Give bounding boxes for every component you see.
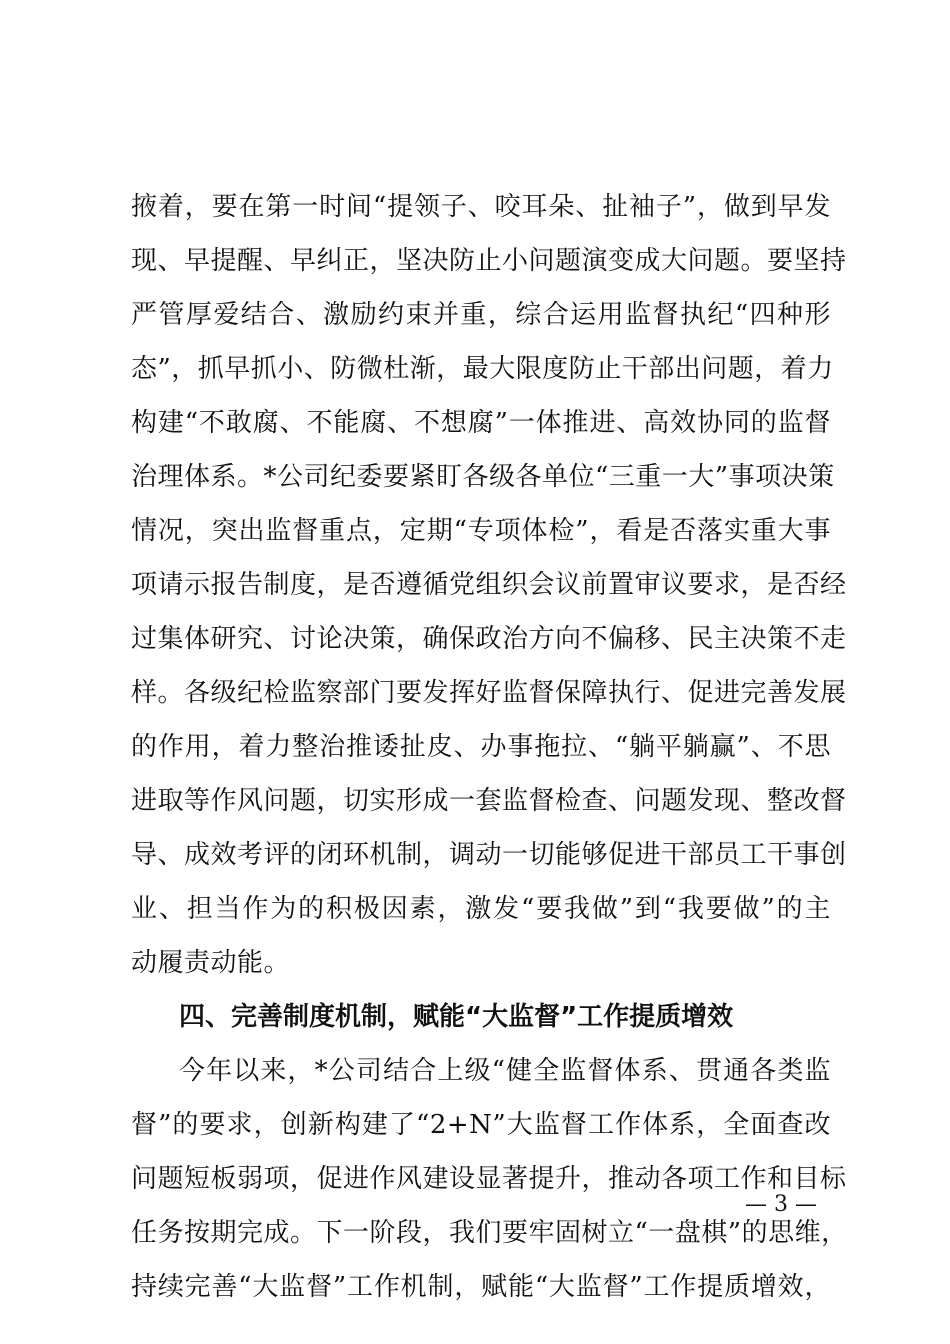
- text-line: 动履责动能。: [131, 948, 291, 978]
- text-line: 治理体系。*公司纪委要紧盯各级各单位“三重一大”事项决策: [131, 462, 835, 492]
- text-line: 样。各级纪检监察部门要发挥好监督保障执行、促进完善发展: [131, 678, 847, 708]
- text-line: 问题短板弱项，促进作风建设显著提升，推动各项工作和目标: [131, 1164, 847, 1194]
- document-body: [131, 180, 848, 1314]
- text-line: 业、担当作为的积极因素，激发“要我做”到“我要做”的主: [131, 894, 831, 924]
- section-heading: 四、完善制度机制，赋能“大监督”工作提质增效: [179, 1002, 734, 1032]
- text-line: 现、早提醒、早纠正，坚决防止小问题演变成大问题。要坚持: [131, 246, 847, 276]
- paragraph-continuation: [131, 180, 847, 990]
- text-line: 严管厚爱结合、激励约束并重，综合运用监督执纪“四种形: [131, 300, 831, 330]
- text-line: 持续完善“大监督”工作机制，赋能“大监督”工作提质增效，: [131, 1272, 831, 1302]
- text-line: 过集体研究、讨论决策，确保政治方向不偏移、民主决策不走: [131, 624, 847, 654]
- text-line: 情况，突出监督重点，定期“专项体检”，看是否落实重大事: [131, 516, 831, 546]
- text-line: 态”，抓早抓小、防微杜渐，最大限度防止干部出问题，着力: [131, 354, 834, 384]
- text-line: 今年以来，*公司结合上级“健全监督体系、贯通各类监: [179, 1056, 831, 1086]
- text-line: 导、成效考评的闭环机制，调动一切能够促进干部员工干事创: [131, 840, 847, 870]
- text-line: 构建“不敢腐、不能腐、不想腐”一体推进、高效协同的监督: [131, 408, 831, 438]
- text-line: 项请示报告制度，是否遵循党组织会议前置审议要求，是否经: [131, 570, 847, 600]
- paragraph: [131, 1044, 848, 1314]
- text-line: 掖着，要在第一时间“提领子、咬耳朵、扯袖子”，做到早发: [131, 192, 831, 222]
- text-line: 的作用，着力整治推诿扯皮、办事拖拉、“躺平躺赢”、不思: [131, 732, 831, 762]
- text-line: 任务按期完成。下一阶段，我们要牢固树立“一盘棋”的思维，: [131, 1218, 848, 1248]
- text-line: 督”的要求，创新构建了“2+N”大监督工作体系，全面查改: [131, 1110, 831, 1140]
- page-number: — 3 —: [745, 1192, 817, 1217]
- text-line: 进取等作风问题，切实形成一套监督检查、问题发现、整改督: [131, 786, 847, 816]
